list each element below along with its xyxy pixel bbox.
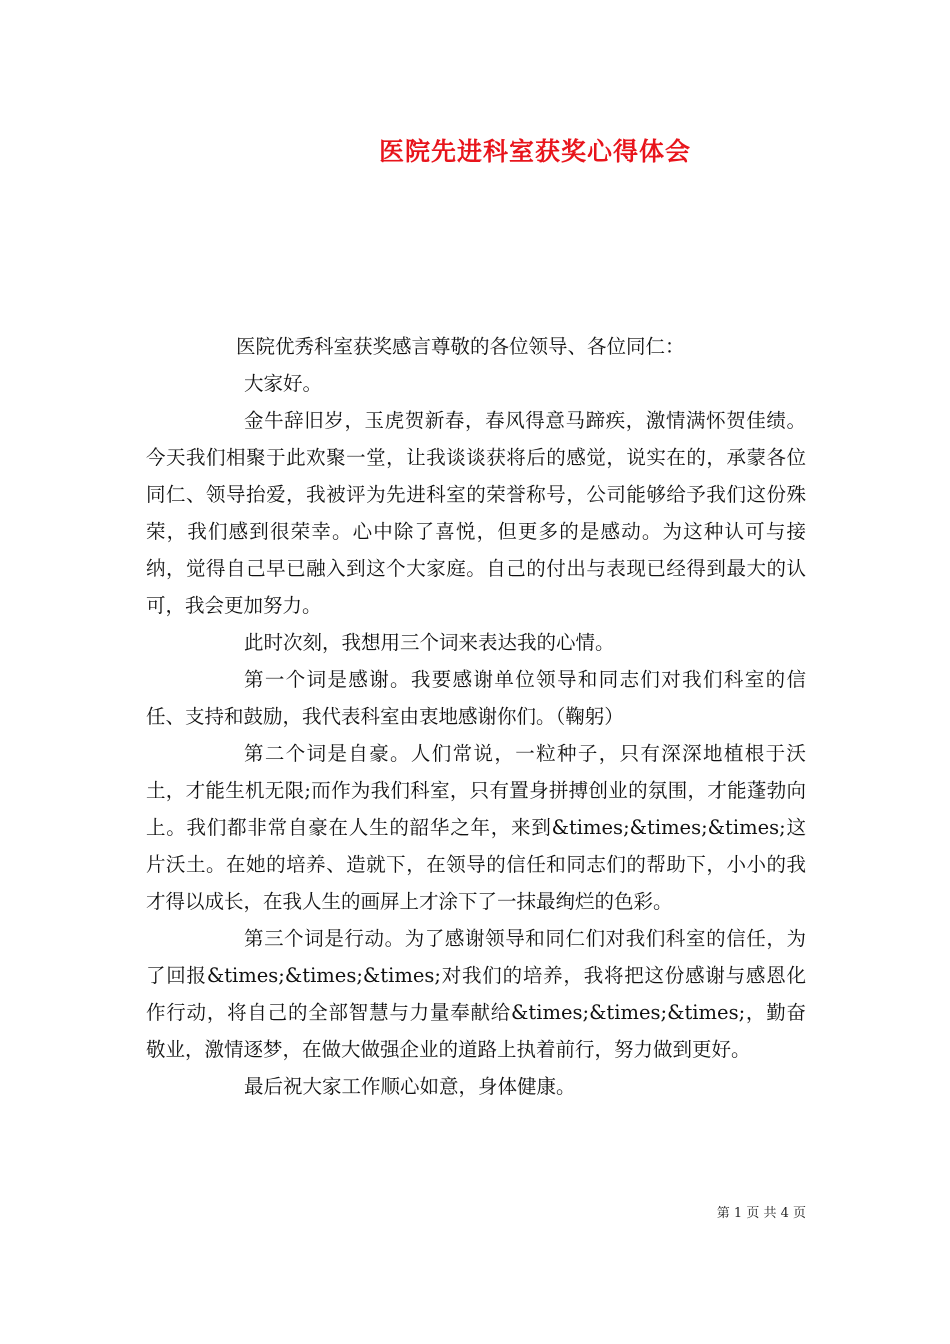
document-title: 医院先进科室获奖心得体会 [378,137,691,166]
salutation-paragraph: 医院优秀科室获奖感言尊敬的各位领导、各位同仁： [236,335,685,358]
body-paragraph: 金牛辞旧岁，玉虎贺新春，春风得意马蹄疾，激情满怀贺佳绩。今天我们相聚于此欢聚一堂，让我谈谈获将后的感觉，说实在的，承蒙各位同仁、领导抬爱，我被评为先进科室的荣誉称号，公司能够给予我们这份殊荣，我们感到很荣幸。心中除了喜悦，但更多的是感动。为这种认可与接纳，觉得自己早已融入到这个大家庭。自己的付出与表现已经得到最大的认可，我会更加努力。 [146,409,806,617]
document-body [146,328,806,1105]
body-paragraph: 第二个词是自豪。人们常说，一粒种子，只有深深地植根于沃土，才能生机无限;而作为我们科室，只有置身拼搏创业的氛围，才能蓬勃向上。我们都非常自豪在人生的韶华之年，来到&times;&times;&times;这片沃土。在她的培养、造就下，在领导的信任和同志们的帮助下，小小的我才得以成长，在我人生的画屏上才涂下了一抹最绚烂的色彩。 [146,742,806,913]
page-number: 第 1 页 共 4 页 [716,1206,806,1221]
body-paragraph: 此时次刻，我想用三个词来表达我的心情。 [244,631,615,654]
closing-paragraph: 最后祝大家工作顺心如意，身体健康。 [244,1075,576,1098]
body-paragraph: 第三个词是行动。为了感谢领导和同仁们对我们科室的信任，为了回报&times;&times;&times;对我们的培养，我将把这份感谢与感恩化作行动，将自己的全部智慧与力量奉献给&times;&times;&times;，勤奋敬业，激情逐梦，在做大做强企业的道路上执着前行，努力做到更好。 [146,927,806,1061]
greeting-paragraph: 大家好。 [244,372,323,395]
body-paragraph: 第一个词是感谢。我要感谢单位领导和同志们对我们科室的信任、支持和鼓励，我代表科室由衷地感谢你们。（鞠躬） [146,668,806,728]
